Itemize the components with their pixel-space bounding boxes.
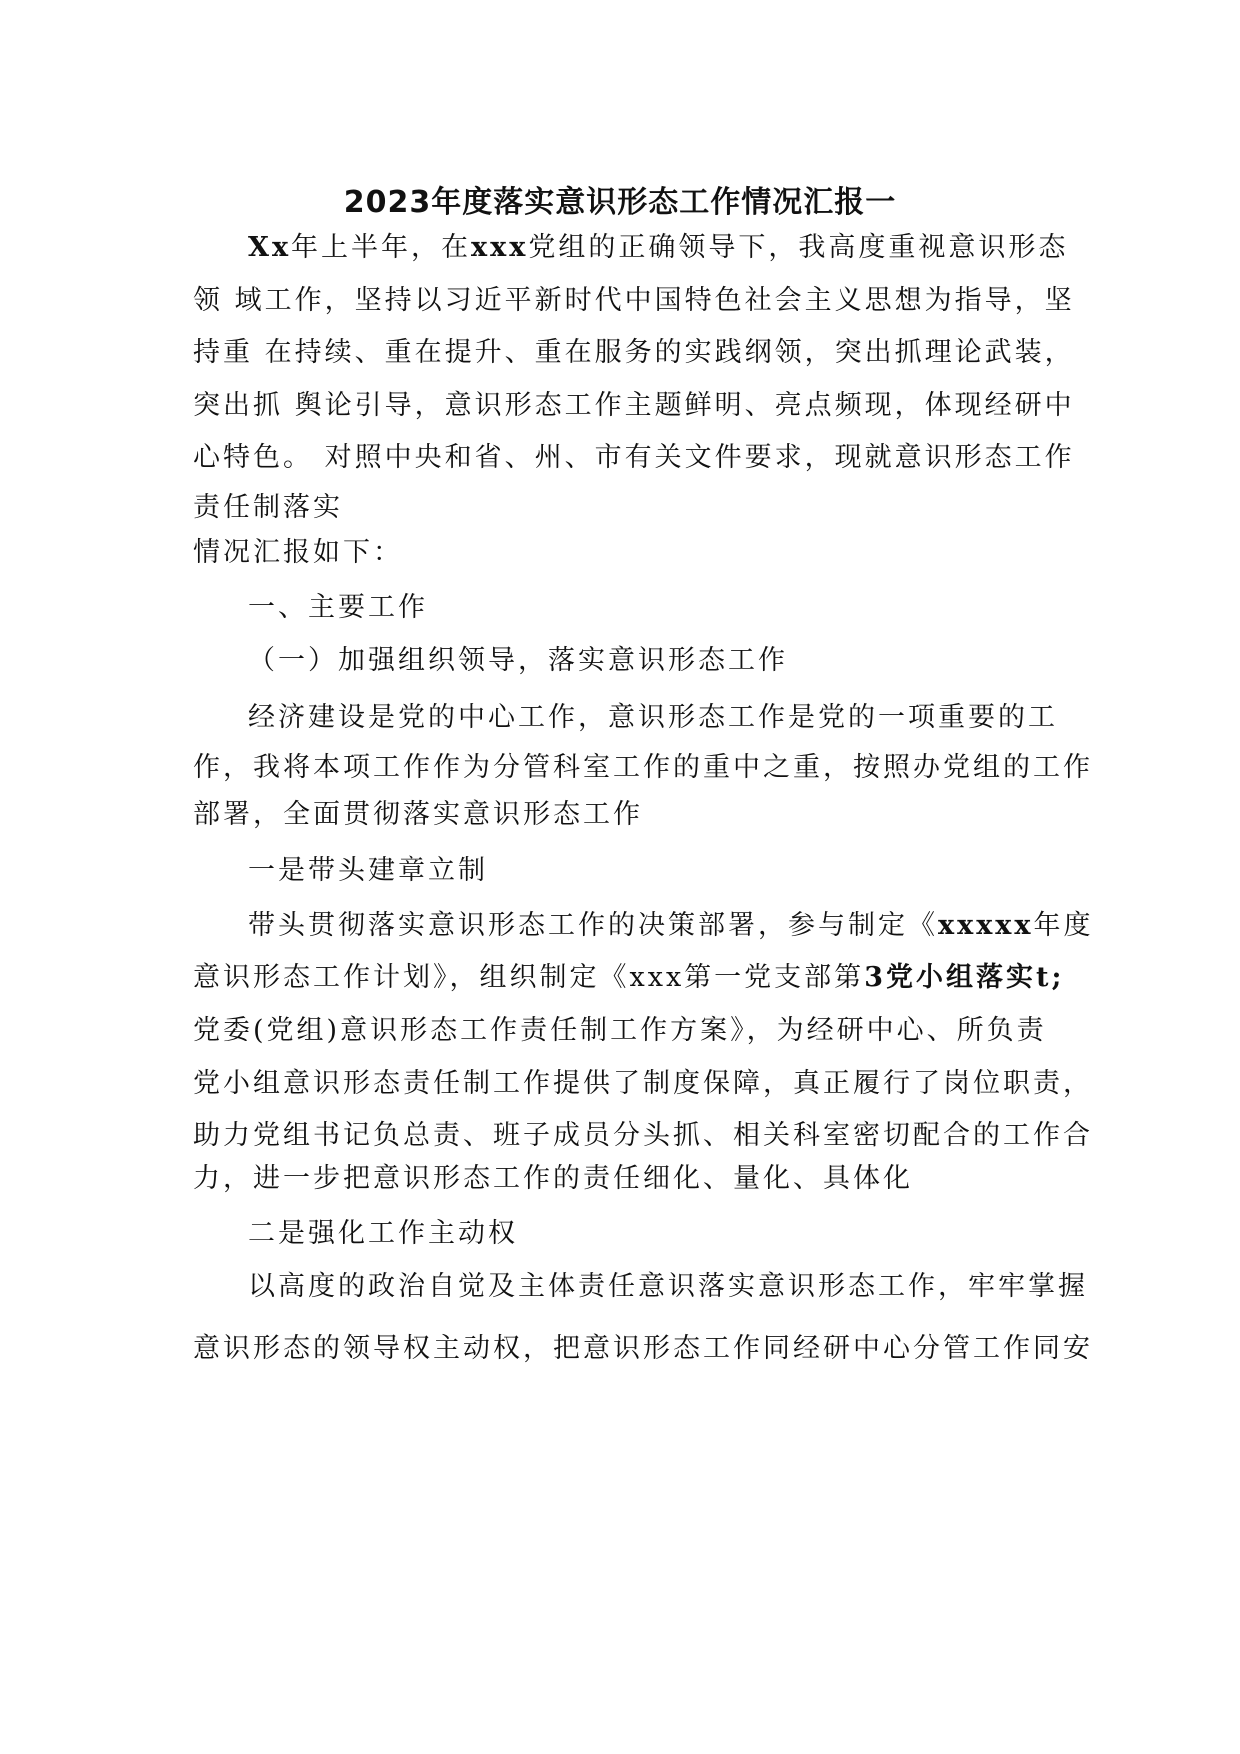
text: 年度	[1033, 910, 1094, 941]
paragraph-1-line-5: 心特色。 对照中央和省、州、市有关文件要求，现就意识形态工作	[193, 442, 1075, 473]
item-heading-2: 二是强化工作主动权	[248, 1218, 518, 1249]
item-heading-1: 一是带头建章立制	[248, 855, 488, 886]
paragraph-1-line-6: 责任制落实	[193, 492, 343, 523]
paragraph-3-line-4: 党小组意识形态责任制工作提供了制度保障，真正履行了岗位职责，	[193, 1068, 1093, 1099]
paragraph-4-line-1: 以高度的政治自觉及主体责任意识落实意识形态工作，牢牢掌握	[248, 1271, 1088, 1302]
section-heading-1: 一、主要工作	[248, 592, 428, 623]
paragraph-4-line-2: 意识形态的领导权主动权，把意识形态工作同经研中心分管工作同安	[193, 1333, 1093, 1364]
paragraph-2-line-1: 经济建设是党的中心工作，意识形态工作是党的一项重要的工	[248, 702, 1058, 733]
paragraph-1-line-4: 突出抓 舆论引导，意识形态工作主题鲜明、亮点频现，体现经研中	[193, 390, 1075, 421]
text-bold: xxx	[471, 232, 529, 263]
text: 带头贯彻落实意识形态工作的决策部署，参与制定《	[248, 910, 938, 941]
text-bold: Xx	[248, 232, 292, 263]
document-title: 2023年度落实意识形态工作情况汇报一	[343, 185, 897, 220]
paragraph-1-line-3: 持重 在持续、重在提升、重在服务的实践纲领，突出抓理论武装，	[193, 337, 1075, 368]
text-bold: 3党小组落实t;	[864, 962, 1065, 993]
paragraph-3-line-1	[248, 908, 1128, 944]
text: 意识形态工作计划》，组织制定《xxx第一党支部第	[193, 962, 865, 993]
paragraph-3-line-3: 党委(党组)意识形态工作责任制工作方案》，为经研中心、所负责	[193, 1015, 1047, 1046]
paragraph-1-line-7: 情况汇报如下：	[193, 537, 403, 568]
text-bold: xxxxx	[938, 910, 1034, 941]
paragraph-1-line-1	[248, 230, 1128, 266]
paragraph-3-line-6: 力，进一步把意识形态工作的责任细化、量化、具体化	[193, 1163, 913, 1194]
paragraph-2-line-3: 部署，全面贯彻落实意识形态工作	[193, 799, 643, 830]
paragraph-3-line-5: 助力党组书记负总责、班子成员分头抓、相关科室密切配合的工作合	[193, 1120, 1093, 1151]
paragraph-3-line-2	[193, 960, 1073, 996]
paragraph-2-line-2: 作，我将本项工作作为分管科室工作的重中之重，按照办党组的工作	[193, 752, 1093, 783]
text: 年上半年，在	[291, 232, 472, 263]
paragraph-1-line-2: 领 域工作，坚持以习近平新时代中国特色社会主义思想为指导，坚	[193, 285, 1075, 316]
text: 党组的正确领导下，我高度重视意识形态	[528, 232, 1069, 263]
subsection-heading-1: （一）加强组织领导，落实意识形态工作	[248, 645, 788, 676]
